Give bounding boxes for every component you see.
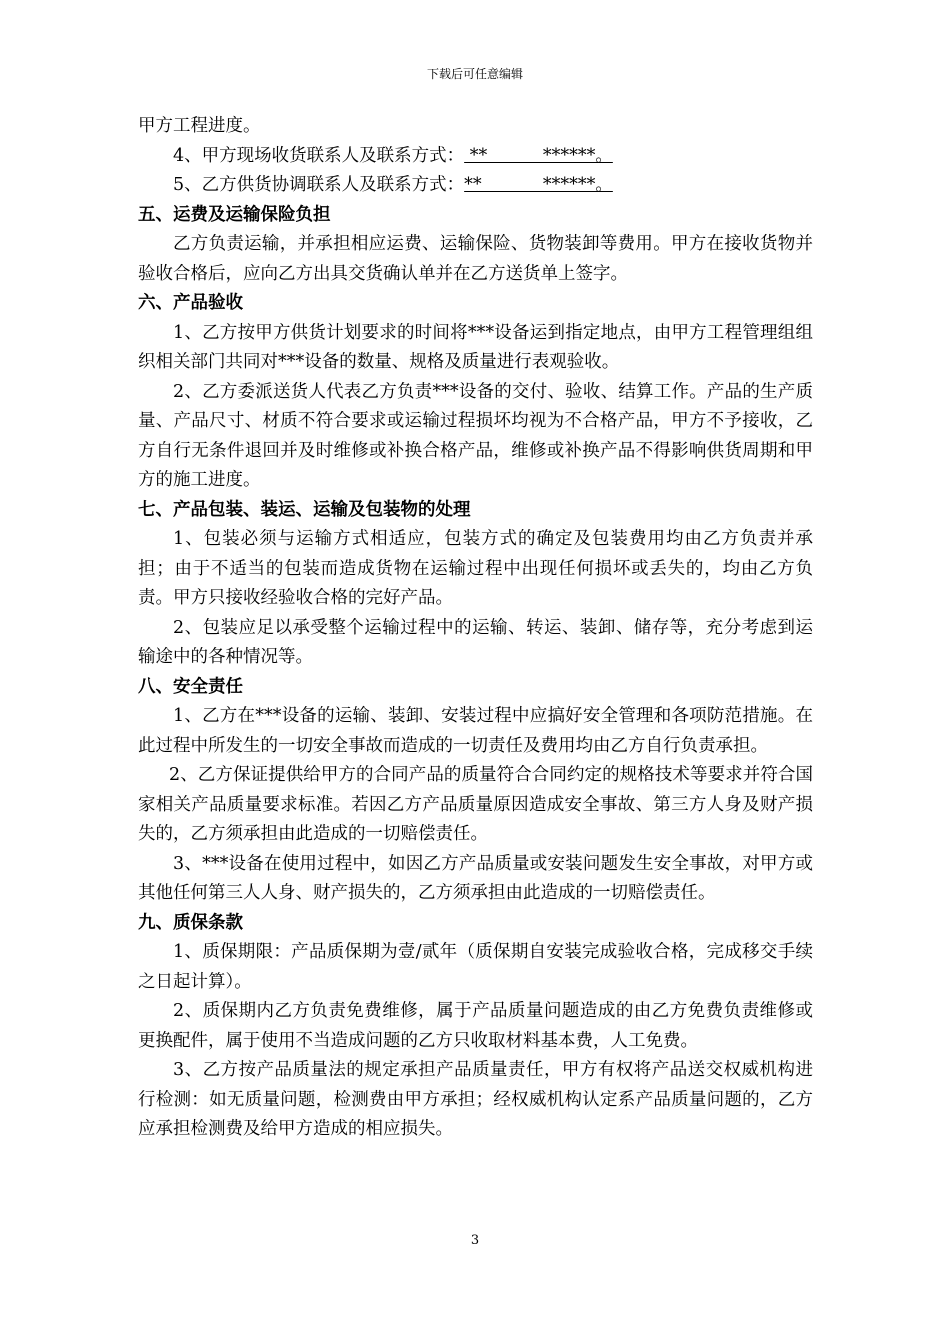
paragraph: 1、乙方在***设备的运输、装卸、安装过程中应搞好安全管理和各项防范措施。在此过程中所发生的一切安全事故而造成的一切责任及费用均由乙方自行负责承担。 (138, 706, 813, 756)
section-heading: 六、产品验收 (138, 293, 243, 313)
paragraph: 1、包装必须与运输方式相适应，包装方式的确定及包装费用均由乙方负责并承担；由于不适当的包装而造成货物在运输过程中出现任何损坏或丢失的，均由乙方负责。甲方只接收经验收合格的完好产品。 (138, 529, 813, 608)
paragraph: 2、乙方保证提供给甲方的合同产品的质量符合合同约定的规格技术等要求并符合国家相关产品质量要求标准。若因乙方产品质量原因造成安全事故、第三方人身及财产损失的，乙方须承担由此造成的一切赔偿责任。 (138, 765, 813, 844)
paragraph: 2、乙方委派送货人代表乙方负责***设备的交付、验收、结算工作。产品的生产质量、产品尺寸、材质不符合要求或运输过程损坏均视为不合格产品，甲方不予接收，乙方自行无条件退回并及时维修或补换合格产品，维修或补换产品不得影响供货周期和甲方的施工进度。 (138, 381, 813, 490)
page-number: 3 (470, 1233, 480, 1248)
page-header: 下载后可任意编辑 (426, 67, 523, 81)
paragraph: 3、乙方按产品质量法的规定承担产品质量责任，甲方有权将产品送交权威机构进行检测：如无质量问题，检测费由甲方承担；经权威机构认定系产品质量问题的，乙方应承担检测费及给甲方造成的相应损失。 (138, 1060, 813, 1139)
contact-line (138, 142, 813, 172)
contact-label: 5、乙方供货协调联系人及联系方式： (173, 175, 465, 195)
contact-line (138, 171, 813, 201)
paragraph: 2、包装应足以承受整个运输过程中的运输、转运、装卸、储存等，充分考虑到运输途中的各种情况等。 (138, 617, 813, 667)
section-heading: 八、安全责任 (138, 676, 243, 697)
contact-value: ** ******。 (464, 145, 613, 166)
section-heading: 五、运费及运输保险负担 (138, 204, 331, 225)
paragraph: 1、乙方按甲方供货计划要求的时间将***设备运到指定地点，由甲方工程管理组组织相关部门共同对***设备的数量、规格及质量进行表观验收。 (138, 322, 813, 372)
section-heading: 九、质保条款 (138, 912, 243, 933)
section-heading: 七、产品包装、装运、运输及包装物的处理 (138, 499, 471, 520)
document-body (138, 112, 813, 1145)
contact-label: 4、甲方现场收货联系人及联系方式： (173, 145, 465, 166)
paragraph: 乙方负责运输，并承担相应运费、运输保险、货物装卸等费用。甲方在接收货物并验收合格后，应向乙方出具交货确认单并在乙方送货单上签字。 (138, 234, 813, 284)
contact-value: ** ******。 (464, 175, 613, 195)
paragraph: 1、质保期限：产品质保期为壹/贰年（质保期自安装完成验收合格，完成移交手续之日起计算）。 (138, 942, 813, 992)
paragraph: 3、***设备在使用过程中，如因乙方产品质量或安装问题发生安全事故，对甲方或其他任何第三人人身、财产损失的，乙方须承担由此造成的一切赔偿责任。 (138, 853, 813, 903)
paragraph: 甲方工程进度。 (138, 116, 261, 136)
paragraph: 2、质保期内乙方负责免费维修，属于产品质量问题造成的由乙方免费负责维修或更换配件，属于使用不当造成问题的乙方只收取材料基本费，人工免费。 (138, 1001, 813, 1051)
